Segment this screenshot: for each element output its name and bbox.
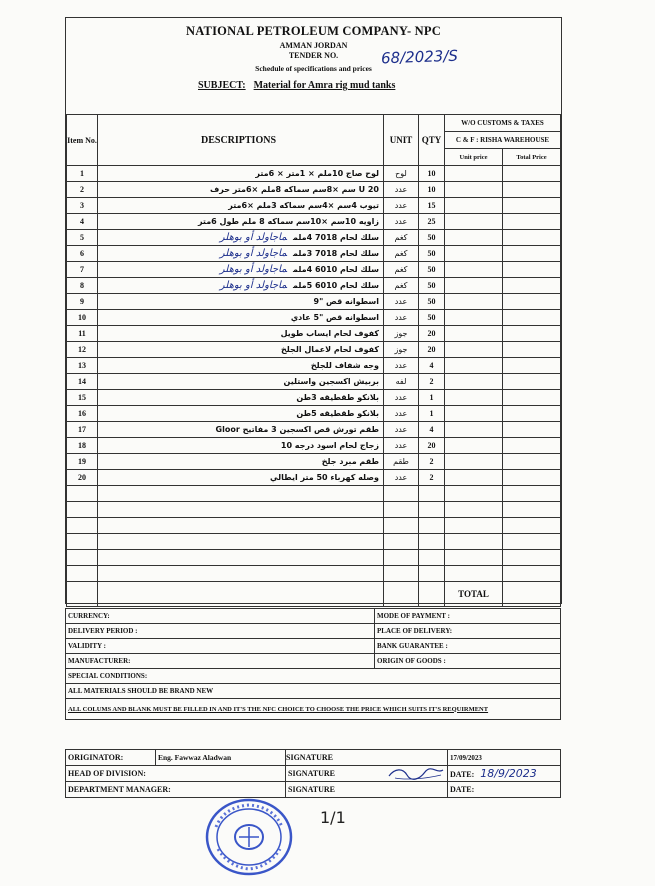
subject-text: Material for Amra rig mud tanks <box>253 80 396 91</box>
row-total-price <box>503 486 561 502</box>
row-total-price <box>503 358 561 374</box>
head-date-label: DATE: <box>450 770 475 779</box>
page-mark: 1/1 <box>320 808 346 827</box>
row-brand-handwritten: ماجاولد أو بوهلر <box>219 248 287 259</box>
table-row <box>67 390 561 406</box>
row-description-text: وصله كهرباء 50 متر ايطالي <box>270 473 379 482</box>
row-unit: جوز <box>384 326 419 342</box>
row-unit: عدد <box>384 406 419 422</box>
row-total-price <box>503 198 561 214</box>
row-description <box>98 470 384 486</box>
row-description-text: اسطوانه قص "9 <box>313 297 379 306</box>
row-description <box>98 278 384 294</box>
row-description <box>98 294 384 310</box>
row-description <box>98 582 384 607</box>
row-description <box>98 422 384 438</box>
row-qty: 10 <box>419 182 445 198</box>
manager-date-label: DATE: <box>448 782 561 798</box>
row-unit <box>384 550 419 566</box>
row-unit: لوح <box>384 166 419 182</box>
row-description-text: سلك لحام 6010 5ملم <box>292 281 379 290</box>
table-row <box>67 454 561 470</box>
head-signature-label: SIGNATURE <box>288 769 335 778</box>
row-no: 9 <box>67 294 98 310</box>
origin-of-goods-field: ORIGIN OF GOODS : <box>375 654 561 669</box>
row-total-price <box>503 502 561 518</box>
row-description <box>98 342 384 358</box>
table-row <box>67 470 561 486</box>
row-description <box>98 502 384 518</box>
row-description-text: كفوف لحام لاعمال الجلخ <box>281 345 379 354</box>
row-unit: كغم <box>384 278 419 294</box>
head-date-cell <box>448 766 561 782</box>
validity-field: VALIDITY : <box>66 639 375 654</box>
header-customs: W/O CUSTOMS & TAXES <box>445 115 561 132</box>
row-unit-price <box>445 518 503 534</box>
row-unit: كغم <box>384 262 419 278</box>
row-unit-price <box>445 326 503 342</box>
schedule-frame <box>65 17 562 604</box>
row-unit-price <box>445 470 503 486</box>
table-row <box>67 310 561 326</box>
row-description <box>98 454 384 470</box>
row-unit-price <box>445 262 503 278</box>
row-qty <box>419 566 445 582</box>
row-description <box>98 486 384 502</box>
row-qty: 4 <box>419 358 445 374</box>
row-no: 20 <box>67 470 98 486</box>
row-unit-price <box>445 246 503 262</box>
row-qty: 50 <box>419 262 445 278</box>
row-total-price <box>503 566 561 582</box>
table-row <box>67 342 561 358</box>
row-description <box>98 214 384 230</box>
manufacturer-field: MANUFACTURER: <box>66 654 375 669</box>
header-item-no: Item No. <box>67 115 98 166</box>
row-unit <box>384 582 419 607</box>
row-unit: عدد <box>384 358 419 374</box>
row-qty: 50 <box>419 294 445 310</box>
row-qty: 20 <box>419 438 445 454</box>
row-total-price <box>503 326 561 342</box>
row-unit-price <box>445 358 503 374</box>
row-unit-price <box>445 374 503 390</box>
row-no: 5 <box>67 230 98 246</box>
row-no: 17 <box>67 422 98 438</box>
row-unit <box>384 486 419 502</box>
head-date-handwritten: 18/9/2023 <box>480 767 537 780</box>
row-unit-price <box>445 198 503 214</box>
row-no <box>67 566 98 582</box>
table-row <box>67 582 561 607</box>
tender-label: TENDER NO. <box>288 51 339 60</box>
row-unit-price <box>445 214 503 230</box>
row-qty <box>419 534 445 550</box>
table-row <box>67 422 561 438</box>
brand-new-note: ALL MATERIALS SHOULD BE BRAND NEW <box>66 684 561 699</box>
row-no: 13 <box>67 358 98 374</box>
row-unit: كغم <box>384 230 419 246</box>
row-total-price <box>503 262 561 278</box>
head-of-division-label: HEAD OF DIVISION: <box>66 766 286 782</box>
row-unit: عدد <box>384 470 419 486</box>
table-row <box>67 166 561 182</box>
conditions-table <box>65 608 561 720</box>
row-unit-price <box>445 390 503 406</box>
row-unit: طقم <box>384 454 419 470</box>
company-seal-icon <box>204 797 294 877</box>
row-description <box>98 198 384 214</box>
row-unit: عدد <box>384 198 419 214</box>
row-no: 16 <box>67 406 98 422</box>
company-name: NATIONAL PETROLEUM COMPANY- NPC <box>186 24 441 38</box>
row-unit-price <box>445 502 503 518</box>
row-unit-price <box>445 342 503 358</box>
row-total-price <box>503 422 561 438</box>
row-total-price <box>503 278 561 294</box>
row-no: 1 <box>67 166 98 182</box>
row-description <box>98 310 384 326</box>
row-no: 6 <box>67 246 98 262</box>
row-total-price <box>503 518 561 534</box>
row-description <box>98 262 384 278</box>
row-no: 14 <box>67 374 98 390</box>
row-no: 18 <box>67 438 98 454</box>
row-unit <box>384 518 419 534</box>
row-description <box>98 534 384 550</box>
table-row <box>67 230 561 246</box>
head-signature-cell <box>286 766 448 782</box>
items-body <box>67 166 561 607</box>
table-row <box>67 326 561 342</box>
manager-signature-label: SIGNATURE <box>286 782 448 798</box>
table-row <box>67 358 561 374</box>
row-description-text: سلك لحام 7018 3ملم <box>292 249 379 258</box>
row-unit: عدد <box>384 214 419 230</box>
row-qty: 50 <box>419 230 445 246</box>
table-row <box>67 502 561 518</box>
row-qty: 2 <box>419 470 445 486</box>
row-qty: 2 <box>419 374 445 390</box>
originator-signature-label: SIGNATURE <box>286 750 448 766</box>
row-total-price <box>503 470 561 486</box>
table-row <box>67 278 561 294</box>
row-description-text: بلانكو طقطيقه 5طن <box>296 409 379 418</box>
row-total-price <box>503 550 561 566</box>
row-total-price <box>503 534 561 550</box>
row-no: 11 <box>67 326 98 342</box>
row-unit-price <box>445 278 503 294</box>
row-unit: جوز <box>384 342 419 358</box>
row-description-text: زاويه 10سم ×10سم سماكه 8 ملم طول 6متر <box>197 217 379 226</box>
table-row <box>67 246 561 262</box>
row-qty: 1 <box>419 390 445 406</box>
table-row <box>67 534 561 550</box>
row-total-price <box>503 438 561 454</box>
row-qty: 20 <box>419 342 445 358</box>
row-no: 2 <box>67 182 98 198</box>
table-row <box>67 518 561 534</box>
table-row <box>67 550 561 566</box>
company-city: AMMAN JORDAN <box>279 41 348 50</box>
header-unit-price: Unit price <box>445 149 503 166</box>
row-description <box>98 182 384 198</box>
row-description-text: اسطوانه قص "5 عادي <box>290 313 379 322</box>
row-description-text: كفوف لحام ايساب طويل <box>280 329 379 338</box>
row-unit-price <box>445 406 503 422</box>
delivery-period-field: DELIVERY PERIOD : <box>66 624 375 639</box>
row-total-price <box>503 294 561 310</box>
row-no <box>67 486 98 502</box>
row-qty: 15 <box>419 198 445 214</box>
row-unit-price <box>445 422 503 438</box>
row-qty: 1 <box>419 406 445 422</box>
table-row <box>67 374 561 390</box>
row-description <box>98 566 384 582</box>
row-description-text: بربيش اكسجين واستلين <box>283 377 379 386</box>
row-description-text: طقم مبرد جلخ <box>321 457 379 466</box>
row-no: 10 <box>67 310 98 326</box>
row-qty <box>419 486 445 502</box>
row-description-text: سلك لحام 6010 4ملم <box>292 265 379 274</box>
row-description <box>98 406 384 422</box>
row-no: 8 <box>67 278 98 294</box>
header-cf: C & F : RISHA WAREHOUSE <box>445 132 561 149</box>
row-description <box>98 246 384 262</box>
row-total-price <box>503 342 561 358</box>
tender-line <box>66 51 561 60</box>
row-qty <box>419 582 445 607</box>
row-no <box>67 550 98 566</box>
table-row <box>67 198 561 214</box>
row-qty: 2 <box>419 454 445 470</box>
row-description <box>98 374 384 390</box>
row-unit: عدد <box>384 182 419 198</box>
subject-label: SUBJECT: <box>198 80 246 91</box>
row-no: 19 <box>67 454 98 470</box>
row-description-text: وجه شفاف للجلخ <box>310 361 379 370</box>
row-qty <box>419 550 445 566</box>
table-row <box>67 566 561 582</box>
row-no: 3 <box>67 198 98 214</box>
row-description <box>98 358 384 374</box>
row-total-price <box>503 374 561 390</box>
row-unit: عدد <box>384 438 419 454</box>
mode-of-payment-field: MODE OF PAYMENT : <box>375 609 561 624</box>
row-total-price <box>503 182 561 198</box>
row-unit-price <box>445 294 503 310</box>
row-unit: عدد <box>384 294 419 310</box>
row-unit-price <box>445 550 503 566</box>
header-unit: UNIT <box>384 115 419 166</box>
originator-label: ORIGINATOR: <box>66 750 156 766</box>
row-description-text: طقم تورش قص اكسجين 3 مفاتيح Gloor <box>215 425 379 434</box>
table-row <box>67 214 561 230</box>
table-row <box>67 486 561 502</box>
row-no: 7 <box>67 262 98 278</box>
row-total-price <box>503 390 561 406</box>
row-brand-handwritten: ماجاولد أو بوهلر <box>219 232 287 243</box>
bank-guarantee-field: BANK GUARANTEE : <box>375 639 561 654</box>
table-row <box>67 182 561 198</box>
row-description <box>98 230 384 246</box>
row-unit-price <box>445 182 503 198</box>
row-unit-price <box>445 566 503 582</box>
row-no: 12 <box>67 342 98 358</box>
row-description <box>98 390 384 406</box>
table-row <box>67 406 561 422</box>
row-description <box>98 326 384 342</box>
row-description-text: بلانكو طقطيقه 3طن <box>296 393 379 402</box>
department-manager-label: DEPARTMENT MANAGER: <box>66 782 286 798</box>
tender-number-handwritten: 68/2023/S <box>380 46 459 68</box>
row-brand-handwritten: ماجاولد أو بوهلر <box>219 280 287 291</box>
row-description <box>98 438 384 454</box>
place-of-delivery-field: PLACE OF DELIVERY: <box>375 624 561 639</box>
row-unit <box>384 534 419 550</box>
row-total-price <box>503 246 561 262</box>
row-total-price <box>503 214 561 230</box>
row-description <box>98 550 384 566</box>
row-total-price <box>503 310 561 326</box>
items-table <box>66 114 561 607</box>
row-unit <box>384 502 419 518</box>
row-total-price <box>503 582 561 607</box>
row-unit-price <box>445 534 503 550</box>
row-unit <box>384 566 419 582</box>
row-no: 4 <box>67 214 98 230</box>
schedule-caption: Schedule of specifications and prices <box>255 64 372 73</box>
row-no <box>67 518 98 534</box>
row-description-text: تيوب 4سم ×4سم سماكه 3ملم ×6متر <box>228 201 379 210</box>
header-total-price: Total Price <box>503 149 561 166</box>
row-unit-price <box>445 310 503 326</box>
table-row <box>67 438 561 454</box>
total-label: TOTAL <box>445 582 503 607</box>
row-total-price <box>503 454 561 470</box>
row-no <box>67 534 98 550</box>
currency-field: CURRENCY: <box>66 609 375 624</box>
row-no: 15 <box>67 390 98 406</box>
subject-line <box>198 80 403 91</box>
row-description-text: 20 U سم ×8سم سماكه 8ملم ×6متر حرف <box>209 185 379 194</box>
row-brand-handwritten: ماجاولد أو بوهلر <box>219 264 287 275</box>
row-unit: عدد <box>384 390 419 406</box>
row-qty: 50 <box>419 310 445 326</box>
table-row <box>67 294 561 310</box>
row-qty: 20 <box>419 326 445 342</box>
row-total-price <box>503 406 561 422</box>
header-descriptions: DESCRIPTIONS <box>98 115 384 166</box>
row-qty <box>419 502 445 518</box>
row-total-price <box>503 166 561 182</box>
row-description-text: سلك لحام 7018 4ملم <box>292 233 379 242</box>
row-qty: 50 <box>419 278 445 294</box>
originator-date: 17/09/2023 <box>448 750 561 766</box>
row-unit-price <box>445 166 503 182</box>
row-unit: عدد <box>384 422 419 438</box>
row-no <box>67 502 98 518</box>
row-unit: عدد <box>384 310 419 326</box>
row-no <box>67 582 98 607</box>
originator-name: Eng. Fawwaz Aladwan <box>156 750 286 766</box>
row-unit: لفه <box>384 374 419 390</box>
columns-note: ALL COLUMS AND BLANK MUST BE FILLED IN AND IT'S THE NFC CHOICE TO CHOOSE THE PRICE WHICH SUITS IT'S REQUIRMENT <box>66 699 561 720</box>
row-qty: 10 <box>419 166 445 182</box>
row-unit-price <box>445 486 503 502</box>
row-unit-price <box>445 454 503 470</box>
header-qty: QTY <box>419 115 445 166</box>
row-unit: كغم <box>384 246 419 262</box>
row-description-text: زجاج لحام اسود درجه 10 <box>280 441 379 450</box>
row-unit-price <box>445 438 503 454</box>
row-qty: 25 <box>419 214 445 230</box>
row-total-price <box>503 230 561 246</box>
signature-table <box>65 749 561 798</box>
row-qty: 4 <box>419 422 445 438</box>
row-description <box>98 518 384 534</box>
table-row <box>67 262 561 278</box>
row-qty: 50 <box>419 246 445 262</box>
row-qty <box>419 518 445 534</box>
row-description-text: لوح صاج 10ملم × 1متر × 6متر <box>255 169 379 178</box>
special-conditions-field: SPECIAL CONDITIONS: <box>66 669 561 684</box>
handwritten-signature-icon <box>385 766 445 782</box>
row-unit-price <box>445 230 503 246</box>
row-description <box>98 166 384 182</box>
